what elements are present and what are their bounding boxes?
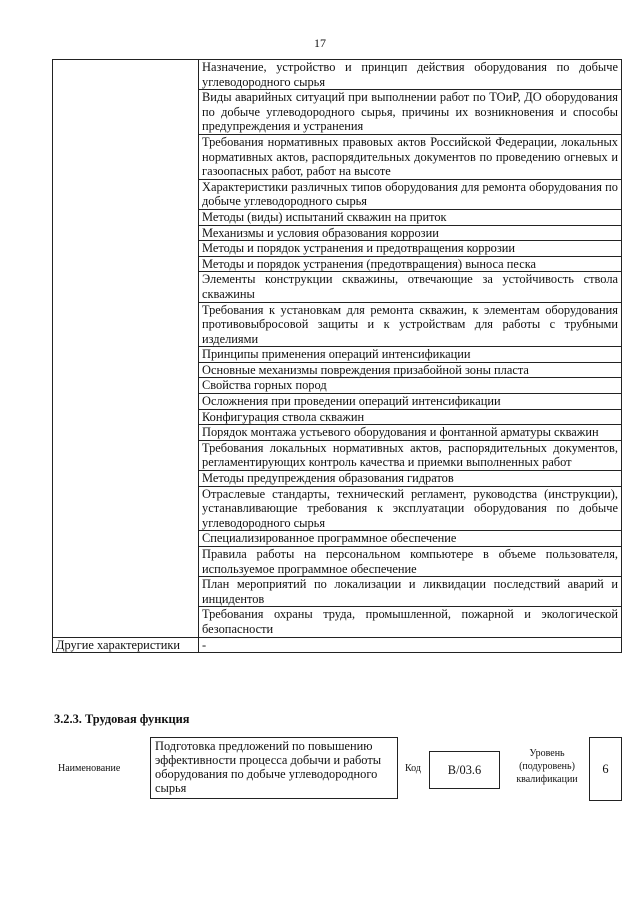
knowledge-item: Принципы применения операций интенсификации	[199, 347, 622, 363]
knowledge-item: Назначение, устройство и принцип действия оборудования по добыче углеводородного сырья	[199, 60, 622, 90]
code-label: Код	[405, 763, 421, 774]
knowledge-item: Требования локальных нормативных актов, распорядительных документов, регламентирующих контроль качества и приемки выполненных работ	[199, 440, 622, 470]
other-characteristics-value: -	[199, 637, 622, 653]
knowledge-item: План мероприятий по локализации и ликвидации последствий аварий и инцидентов	[199, 577, 622, 607]
name-label: Наименование	[58, 763, 121, 774]
knowledge-item: Специализированное программное обеспечение	[199, 531, 622, 547]
requirements-table-body	[53, 60, 622, 653]
knowledge-item: Виды аварийных ситуаций при выполнении работ по ТОиР, ДО оборудования по добыче углеводородного сырья, причины их возникновения и способы предупреждения и устранения	[199, 90, 622, 135]
knowledge-item: Отраслевые стандарты, технический регламент, руководства (инструкции), устанавливающие требования к эксплуатации оборудования по добыче углеводородного сырья	[199, 486, 622, 531]
knowledge-item: Правила работы на персональном компьютере в объеме пользователя, используемое программное обеспечение	[199, 547, 622, 577]
knowledge-item: Основные механизмы повреждения призабойной зоны пласта	[199, 362, 622, 378]
page-number: 17	[314, 36, 326, 50]
knowledge-item: Требования охраны труда, промышленной, пожарной и экологической безопасности	[199, 607, 622, 637]
knowledge-item: Характеристики различных типов оборудования для ремонта оборудования по добыче углеводородного сырья	[199, 179, 622, 209]
knowledge-item: Механизмы и условия образования коррозии	[199, 225, 622, 241]
knowledge-item: Свойства горных пород	[199, 378, 622, 394]
requirements-label-cell	[53, 60, 199, 638]
knowledge-item: Методы предупреждения образования гидратов	[199, 471, 622, 487]
table-row	[53, 637, 622, 653]
knowledge-item: Порядок монтажа устьевого оборудования и фонтанной арматуры скважин	[199, 425, 622, 441]
knowledge-item: Требования нормативных правовых актов Российской Федерации, локальных нормативных актов, распорядительных документов по проведению огневых и газоопасных работ, работ на высоте	[199, 134, 622, 179]
knowledge-item: Конфигурация ствола скважин	[199, 409, 622, 425]
qualification-level-value: 6	[589, 737, 622, 801]
knowledge-item: Элементы конструкции скважины, отвечающие за устойчивость ствола скважины	[199, 272, 622, 302]
requirements-table	[52, 59, 622, 653]
section-title: 3.2.3. Трудовая функция	[54, 712, 190, 726]
qualification-level-label: Уровень (подуровень) квалификации	[516, 748, 578, 785]
knowledge-item: Методы и порядок устранения (предотвращения) выноса песка	[199, 256, 622, 272]
knowledge-item: Методы (виды) испытаний скважин на приток	[199, 209, 622, 225]
other-characteristics-label: Другие характеристики	[53, 637, 199, 653]
knowledge-item: Требования к установкам для ремонта скважин, к элементам оборудования противовыбросовой защиты и к устройствам для работы с трубными изделиями	[199, 302, 622, 347]
knowledge-item: Методы и порядок устранения и предотвращения коррозии	[199, 241, 622, 257]
labor-function-header	[52, 737, 622, 803]
name-value: Подготовка предложений по повышению эффективности процесса добычи и работы оборудования по добыче углеводородного сырья	[150, 737, 398, 799]
knowledge-item: Осложнения при проведении операций интенсификации	[199, 394, 622, 410]
table-row	[53, 60, 622, 90]
code-value: B/03.6	[429, 751, 500, 789]
